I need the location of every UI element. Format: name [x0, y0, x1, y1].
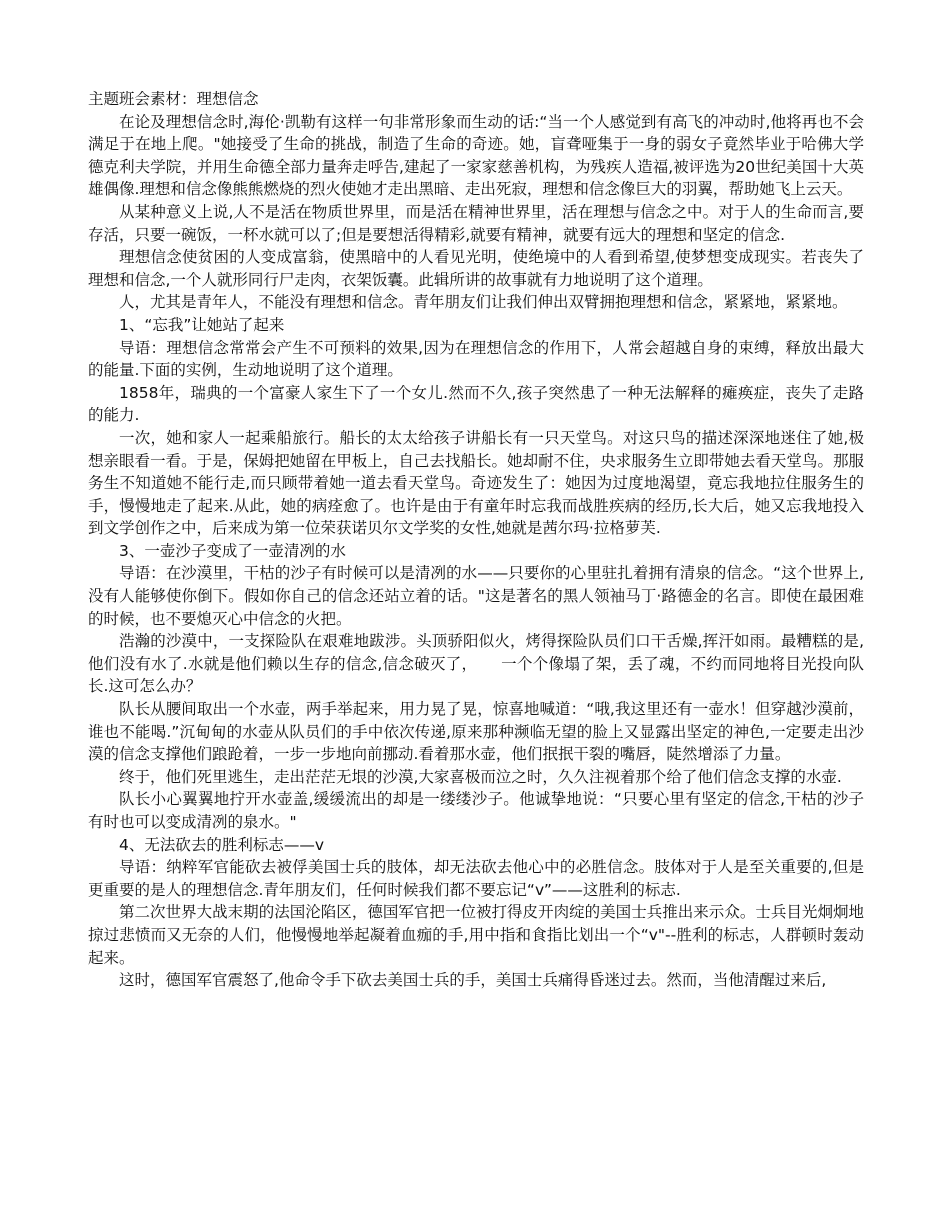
- paragraph: 终于，他们死里逃生，走出茫茫无垠的沙漠,大家喜极而泣之时，久久注视着那个给了他们信念支撑的水壶.: [119, 767, 842, 786]
- document-title: 主题班会素材：理想信念: [88, 90, 259, 108]
- paragraph: 在论及理想信念时,海伦·凯勒有这样一句非常形象而生动的话:“当一个人感觉到有高飞的冲动时,他将再也不会满足于在地上爬。"她接受了生命的挑战，制造了生命的奇迹。她，盲聋哑集于一身的弱女子竟然毕业于哈佛大学德克利夫学院，并用生命德全部力量奔走呼告,建起了一家家慈善机构，为残疾人造福,被评选为20世纪美国十大英雄偶像.理想和信念像熊熊燃烧的烈火使她才走出黑暗、走出死寂，理想和信念像巨大的羽翼，帮助她飞上云天。: [88, 112, 864, 199]
- paragraph: 这时，德国军官震怒了,他命令手下砍去美国士兵的手，美国士兵痛得昏迷过去。然而，当他清醒过来后,: [119, 971, 827, 990]
- paragraph: 队长小心翼翼地拧开水壶盖,缓缓流出的却是一缕缕沙子。他诚挚地说：“只要心里有坚定的信念,干枯的沙子有时也可以变成清冽的泉水。": [88, 790, 864, 831]
- paragraph: 导语：理想信念常常会产生不可预料的效果,因为在理想信念的作用下，人常会超越自身的束缚，释放出最大的能量.下面的实例，生动地说明了这个道理。: [88, 338, 864, 380]
- section-heading: 3、一壶沙子变成了一壶清冽的水: [119, 541, 346, 560]
- paragraph: 人，尤其是青年人，不能没有理想和信念。青年朋友们让我们伸出双臂拥抱理想和信念，紧紧地，紧紧地。: [119, 293, 848, 312]
- paragraph: 一次，她和家人一起乘船旅行。船长的太太给孩子讲船长有一只天堂鸟。对这只鸟的描述深深地迷住了她,极想亲眼看一看。于是，保姆把她留在甲板上，自己去找船长。她却耐不住，央求服务生立即带她去看天堂鸟。那服务生不知道她不能行走,而只顾带着她一道去看天堂鸟。奇迹发生了：她因为过度地渴望，竟忘我地拉住服务生的手，慢慢地走了起来.从此，她的病痊愈了。也许是由于有童年时忘我而战胜疾病的经历,长大后，她又忘我地投入到文学创作之中，后来成为第一位荣获诺贝尔文学奖的女性,她就是茜尔玛·拉格萝芙.: [88, 428, 864, 538]
- paragraph: 1858年，瑞典的一个富豪人家生下了一个女儿.然而不久,孩子突然患了一种无法解释的瘫痪症，丧失了走路的能力.: [88, 383, 864, 425]
- paragraph: 浩瀚的沙漠中，一支探险队在艰难地跋涉。头顶骄阳似火，烤得探险队员们口干舌燥,挥汗如雨。最糟糕的是,他们没有水了.水就是他们赖以生存的信念,信念破灭了， 一个个像塌了架，丢了魂，不约而同地将目光投向队长.这可怎么办？: [88, 632, 864, 696]
- paragraph: 从某种意义上说,人不是活在物质世界里，而是活在精神世界里，活在理想与信念之中。对于人的生命而言,要存活，只要一碗饭，一杯水就可以了;但是要想活得精彩,就要有精神，就要有远大的理想和坚定的信念.: [88, 202, 864, 244]
- section-heading: 1、“忘我”让她站了起来: [119, 315, 285, 334]
- paragraph: 导语：纳粹军官能砍去被俘美国士兵的肢体，却无法砍去他心中的必胜信念。肢体对于人是至关重要的,但是更重要的是人的理想信念.青年朋友们，任何时候我们都不要忘记“v”——这胜利的标志.: [88, 858, 864, 899]
- document-body: [88, 111, 864, 992]
- paragraph: 队长从腰间取出一个水壶，两手举起来，用力晃了晃，惊喜地喊道：“哦,我这里还有一壶水！但穿越沙漠前，谁也不能喝.”沉甸甸的水壶从队员们的手中依次传递,原来那种濒临无望的脸上又显露出坚定的神色,一定要走出沙漠的信念支撑他们踉跄着，一步一步地向前挪动.看着那水壶，他们抿抿干裂的嘴唇，陡然增添了力量。: [88, 700, 864, 764]
- section-heading: 4、无法砍去的胜利标志——v: [119, 835, 325, 854]
- paragraph: 导语：在沙漠里，干枯的沙子有时候可以是清冽的水——只要你的心里驻扎着拥有清泉的信念。“这个世界上,没有人能够使你倒下。假如你自己的信念还站立着的话。"这是著名的黑人领袖马丁·路德金的名言。即使在最困难的时候，也不要熄灭心中信念的火把。: [88, 564, 864, 628]
- paragraph: 第二次世界大战末期的法国沦陷区，德国军官把一位被打得皮开肉绽的美国士兵推出来示众。士兵目光炯炯地掠过悲愤而又无奈的人们，他慢慢地举起凝着血痂的手,用中指和食指比划出一个“v"--胜利的标志，人群顿时轰动起来。: [88, 903, 864, 967]
- paragraph: 理想信念使贫困的人变成富翁，使黑暗中的人看见光明，使绝境中的人看到希望,使梦想变成现实。若丧失了理想和信念,一个人就形同行尸走肉，衣架饭囊。此辑所讲的故事就有力地说明了这个道理。: [88, 248, 864, 289]
- document-page: [88, 88, 864, 992]
